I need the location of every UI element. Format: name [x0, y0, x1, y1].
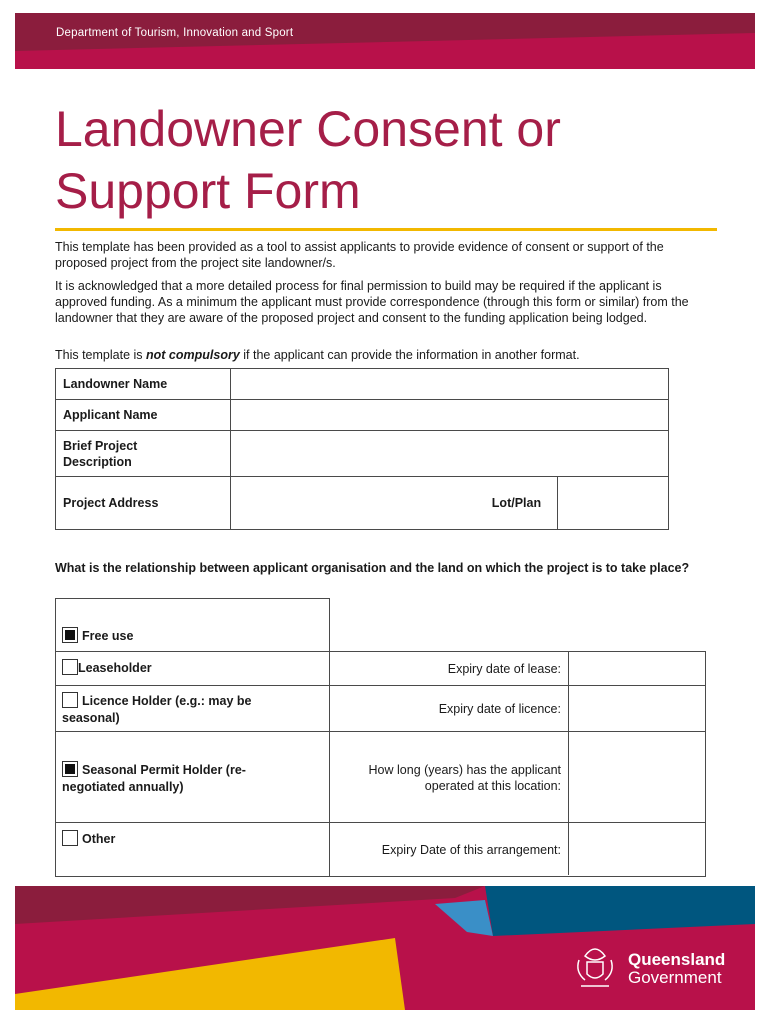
- licence-expiry-field[interactable]: [569, 686, 704, 730]
- arrangement-expiry-field[interactable]: [569, 823, 704, 874]
- relationship-question: What is the relationship between applicant organisation and the land on which the project is to take place?: [55, 561, 690, 575]
- years-operated-field[interactable]: [569, 732, 704, 821]
- intro-paragraph-1: This template has been provided as a tool to assist applicants to provide evidence of consent or support of the proposed project from the project site landowner/s.: [55, 240, 664, 270]
- queensland-government-logo: [628, 951, 725, 987]
- leaseholder-label: Leaseholder: [78, 661, 152, 675]
- logo-line-2: Government: [628, 968, 722, 987]
- brief-project-label: [56, 431, 231, 477]
- applicant-name-field[interactable]: [231, 400, 669, 431]
- licence-expiry-label: Expiry date of licence:: [438, 702, 561, 716]
- header-banner: [15, 13, 755, 69]
- page-title: [55, 98, 695, 222]
- landowner-name-label: Landowner Name: [56, 369, 231, 400]
- other-label: Other: [82, 832, 116, 846]
- option-seasonal-permit[interactable]: [62, 761, 302, 796]
- department-name: Department of Tourism, Innovation and Sport: [56, 27, 294, 39]
- title-line-1: Landowner Consent or: [55, 101, 561, 157]
- intro-paragraph-3: [55, 347, 715, 363]
- option-leaseholder[interactable]: [62, 659, 152, 677]
- intro-paragraph-2: It is acknowledged that a more detailed process for final permission to build may be required if the applicant is approved funding. As a minimum the applicant must provide correspondence (through this form or similar) from the landowner that they are aware of the proposed project and consent to the funding application being lodged.: [55, 279, 689, 325]
- intro-p3-after: if the applicant can provide the information in another format.: [239, 348, 580, 362]
- option-free-use[interactable]: [62, 627, 133, 645]
- seasonal-permit-checkbox[interactable]: [62, 761, 78, 777]
- brief-project-row: [56, 431, 669, 477]
- lot-plan-label: Lot/Plan: [485, 477, 558, 530]
- lot-plan-field[interactable]: [558, 477, 669, 530]
- applicant-name-label: Applicant Name: [56, 400, 231, 431]
- years-operated-line-1: How long (years) has the applicant: [368, 763, 561, 777]
- logo-line-1: Queensland: [628, 950, 726, 969]
- landowner-name-row: [56, 369, 669, 400]
- title-line-2: Support Form: [55, 163, 361, 219]
- intro-p3-emphasis: not compulsory: [146, 348, 240, 362]
- applicant-name-row: [56, 400, 669, 431]
- seasonal-permit-label: Seasonal Permit Holder (re-negotiated annually): [62, 763, 246, 794]
- free-use-checkbox[interactable]: [62, 627, 78, 643]
- licence-holder-checkbox[interactable]: [62, 692, 78, 708]
- intro-p3-before: This template is: [55, 348, 147, 362]
- lease-expiry-label: Expiry date of lease:: [447, 662, 561, 676]
- option-other[interactable]: [62, 830, 115, 848]
- lease-expiry-field[interactable]: [569, 652, 704, 684]
- arrangement-expiry-label: Expiry Date of this arrangement:: [381, 843, 561, 857]
- option-licence-holder[interactable]: [62, 692, 312, 727]
- brief-project-label-line-1: Brief Project: [63, 438, 138, 453]
- leaseholder-checkbox[interactable]: [62, 659, 78, 675]
- licence-holder-label: Licence Holder (e.g.: may be seasonal): [62, 694, 252, 725]
- project-info-table: [55, 368, 669, 530]
- title-divider: [55, 228, 717, 231]
- brief-project-field[interactable]: [231, 431, 669, 477]
- project-address-row: [56, 477, 669, 530]
- other-checkbox[interactable]: [62, 830, 78, 846]
- years-operated-label: [335, 762, 561, 794]
- free-use-label: Free use: [82, 629, 134, 643]
- years-operated-line-2: operated at this location:: [424, 779, 561, 793]
- landowner-name-field[interactable]: [231, 369, 669, 400]
- project-address-field[interactable]: [231, 477, 485, 530]
- project-address-label: Project Address: [56, 477, 231, 530]
- brief-project-label-line-2: Description: [63, 454, 132, 469]
- footer-banner: [15, 886, 755, 1010]
